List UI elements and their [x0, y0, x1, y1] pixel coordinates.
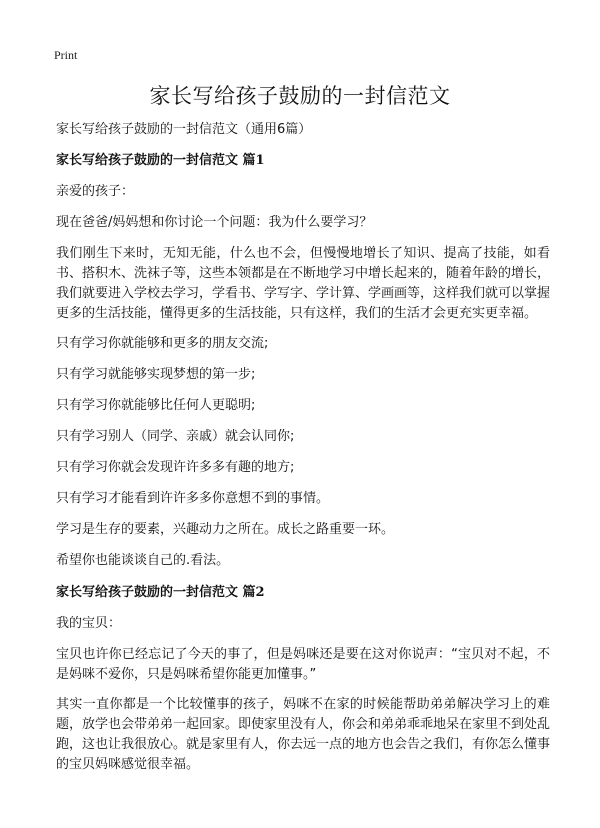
paragraph: 只有学习你就能够和更多的朋友交流; — [56, 336, 269, 351]
section-heading: 家长写给孩子鼓励的一封信范文 篇1 — [56, 153, 265, 168]
paragraph: 学习是生存的要素，兴趣动力之所在。成长之路重要一环。 — [56, 522, 395, 537]
paragraph: 只有学习才能看到许许多多你意想不到的事情。 — [56, 491, 330, 506]
section-heading: 家长写给孩子鼓励的一封信范文 篇2 — [56, 585, 265, 600]
article-body — [56, 121, 550, 785]
page-title: 家长写给孩子鼓励的一封信范文 — [149, 84, 451, 108]
paragraph: 我们刚生下来时，无知无能，什么也不会，但慢慢地增长了知识、提高了技能，如看书、搭积木、洗袜子等，这些本领都是在不断地学习中增长起来的，随着年龄的增长，我们就要进入学校去学习，学看书、学写字、学计算、学画画等，这样我们就可以掌握更多的生活技能，懂得更多的生活技能，只有这样，我们的生活才会更充实更幸福。 — [56, 246, 551, 321]
paragraph: 希望你也能谈谈自己的.看法。 — [56, 553, 230, 568]
paragraph: 只有学习你就能够比任何人更聪明; — [56, 398, 256, 413]
paragraph: 只有学习你就会发现许许多多有趣的地方; — [56, 460, 295, 475]
paragraph: 只有学习就能够实现梦想的第一步; — [56, 367, 256, 382]
paragraph: 亲爱的孩子： — [56, 184, 135, 199]
paragraph: 我的宝贝： — [56, 616, 122, 631]
paragraph: 宝贝也许你已经忘记了今天的事了，但是妈咪还是要在这对你说声：“宝贝对不起，不是妈咪不爱你，只是妈咪希望你能更加懂事。” — [56, 647, 550, 682]
paragraph: 其实一直你都是一个比较懂事的孩子，妈咪不在家的时候能帮助弟弟解决学习上的难题，放学也会带弟弟一起回家。即使家里没有人，你会和弟弟乖乖地呆在家里不到处乱跑，这也让我很放心。就是家里有人，你去远一点的地方也会告之我们，有你怎么懂事的宝贝妈咪感觉很幸福。 — [56, 697, 551, 772]
article-subtitle: 家长写给孩子鼓励的一封信范文（通用6篇） — [56, 122, 312, 137]
paragraph: 只有学习别人（同学、亲戚）就会认同你; — [56, 429, 295, 444]
paragraph: 现在爸爸/妈妈想和你讨论一个问题：我为什么要学习？ — [56, 215, 373, 230]
print-link[interactable]: Print — [54, 48, 78, 62]
